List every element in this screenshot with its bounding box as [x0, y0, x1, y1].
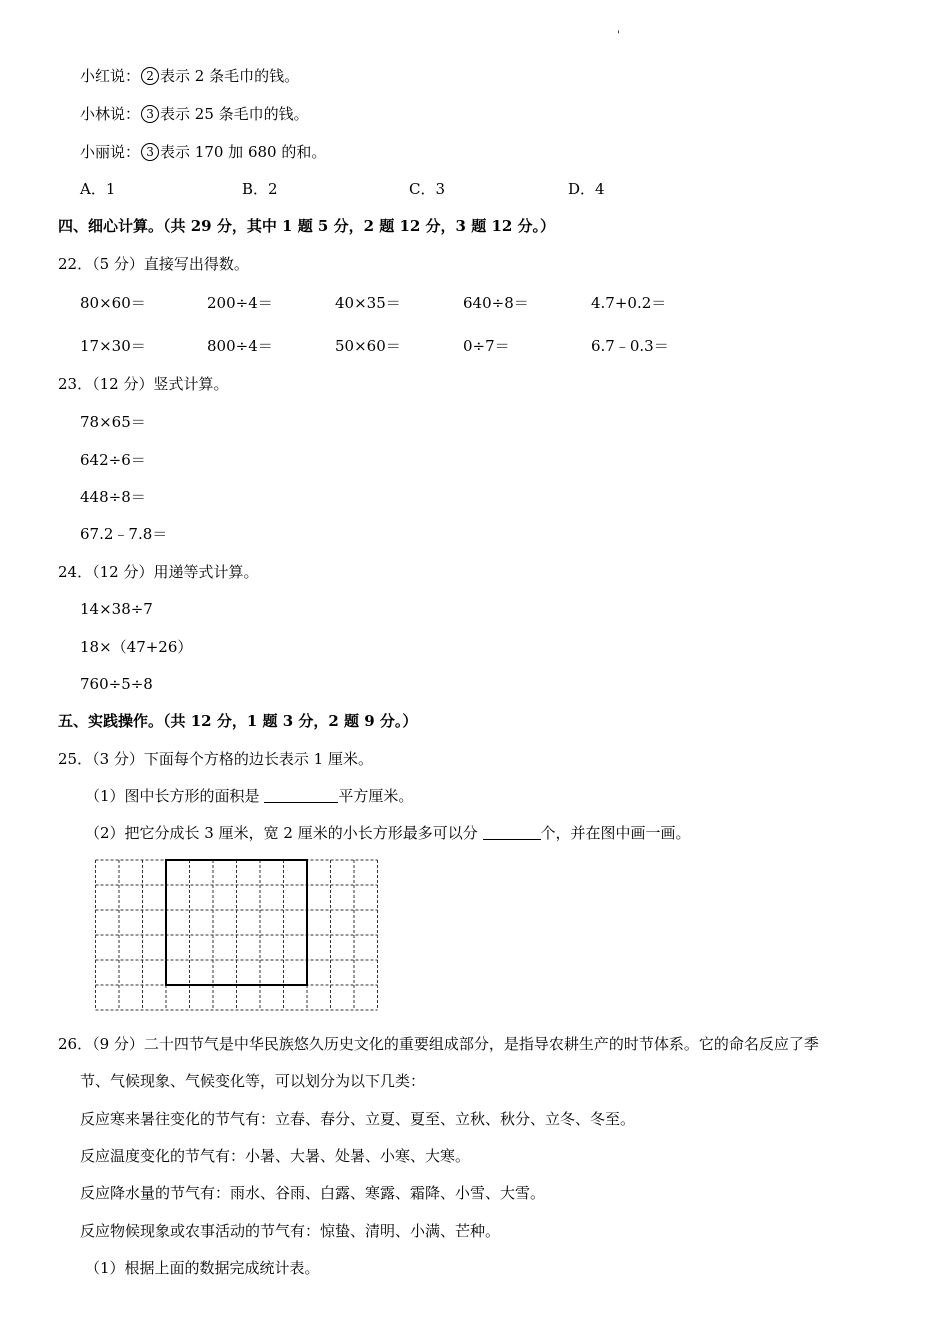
statement-text: 表示 2 条毛巾的钱。 — [160, 67, 300, 85]
option-b[interactable]: B．2 — [242, 180, 278, 198]
q25-part1-text: （1）图中长方形的面积是 — [85, 787, 260, 805]
statement-prefix: 小红说： — [80, 67, 141, 85]
q23-item: 67.2﹣7.8＝ — [80, 525, 168, 543]
section-5-title: 五、实践操作。（共 12 分，1 题 3 分，2 题 9 分。） — [58, 712, 418, 730]
option-d[interactable]: D．4 — [568, 180, 605, 198]
q24-item: 760÷5÷8 — [80, 675, 153, 693]
q23-item: 78×65＝ — [80, 413, 146, 431]
q22-item: 0÷7＝ — [463, 337, 510, 355]
statement-text: 表示 25 条毛巾的钱。 — [160, 105, 309, 123]
q22-item: 80×60＝ — [80, 294, 146, 312]
statement-prefix: 小丽说： — [80, 143, 141, 161]
q23-item: 448÷8＝ — [80, 488, 146, 506]
q22-item: 800÷4＝ — [207, 337, 273, 355]
q22-item: 4.7+0.2＝ — [591, 294, 667, 312]
q22-item: 17×30＝ — [80, 337, 146, 355]
q24-item: 14×38÷7 — [80, 600, 153, 618]
q25-part1 — [85, 786, 413, 806]
statement-xiaoli — [80, 142, 326, 162]
q22-item: 6.7﹣0.3＝ — [591, 337, 669, 355]
q26-line: 反应寒来暑往变化的节气有：立春、春分、立夏、夏至、立秋、秋分、立冬、冬至。 — [80, 1110, 636, 1128]
circled-number: 2 — [141, 67, 159, 85]
q22-item: 40×35＝ — [335, 294, 401, 312]
q26-line: 反应温度变化的节气有：小暑、大暑、处暑、小寒、大寒。 — [80, 1147, 471, 1165]
q22-item: 200÷4＝ — [207, 294, 273, 312]
q25-part2-text: （2）把它分成长 3 厘米，宽 2 厘米的小长方形最多可以分 — [85, 824, 478, 842]
q25-part2 — [85, 823, 691, 843]
q25-part1-unit: 平方厘米。 — [338, 787, 414, 805]
q23-item: 642÷6＝ — [80, 451, 146, 469]
q26-title: 26．（9 分）二十四节气是中华民族悠久历史文化的重要组成部分，是指导农耕生产的时节体系。它的命名反应了季 — [58, 1035, 819, 1053]
q25-part2-text-end: 个，并在图中画一画。 — [540, 824, 691, 842]
circled-number: 3 — [141, 105, 159, 123]
statement-xiaohong — [80, 66, 299, 86]
answer-blank[interactable] — [264, 788, 338, 803]
option-c[interactable]: C．3 — [409, 180, 446, 198]
q24-title: 24．（12 分）用递等式计算。 — [58, 563, 259, 581]
q26-line: 反应物候现象或农事活动的节气有：惊蛰、清明、小满、芒种。 — [80, 1222, 501, 1240]
q26-sub1: （1）根据上面的数据完成统计表。 — [85, 1259, 320, 1277]
q22-title: 22．（5 分）直接写出得数。 — [58, 255, 249, 273]
statement-text: 表示 170 加 680 的和。 — [160, 143, 327, 161]
q22-item: 50×60＝ — [335, 337, 401, 355]
q25-title: 25．（3 分）下面每个方格的边长表示 1 厘米。 — [58, 750, 373, 768]
option-a[interactable]: A．1 — [80, 180, 116, 198]
q24-item: 18×（47+26） — [80, 638, 193, 656]
q26-line: 反应降水量的节气有：雨水、谷雨、白露、寒露、霜降、小雪、大雪。 — [80, 1184, 546, 1202]
q26-title-cont: 节、气候现象、气候变化等，可以划分为以下几类： — [80, 1072, 426, 1090]
statement-xiaolin — [80, 104, 309, 124]
circled-number: 3 — [141, 143, 159, 161]
section-4-title: 四、细心计算。（共 29 分，其中 1 题 5 分，2 题 12 分，3 题 12 分。） — [58, 217, 556, 235]
statement-prefix: 小林说： — [80, 105, 141, 123]
answer-blank[interactable] — [483, 825, 541, 840]
grid-figure — [94, 858, 380, 1012]
q22-item: 640÷8＝ — [463, 294, 529, 312]
top-mark: ' — [617, 30, 620, 41]
q23-title: 23．（12 分）竖式计算。 — [58, 375, 229, 393]
